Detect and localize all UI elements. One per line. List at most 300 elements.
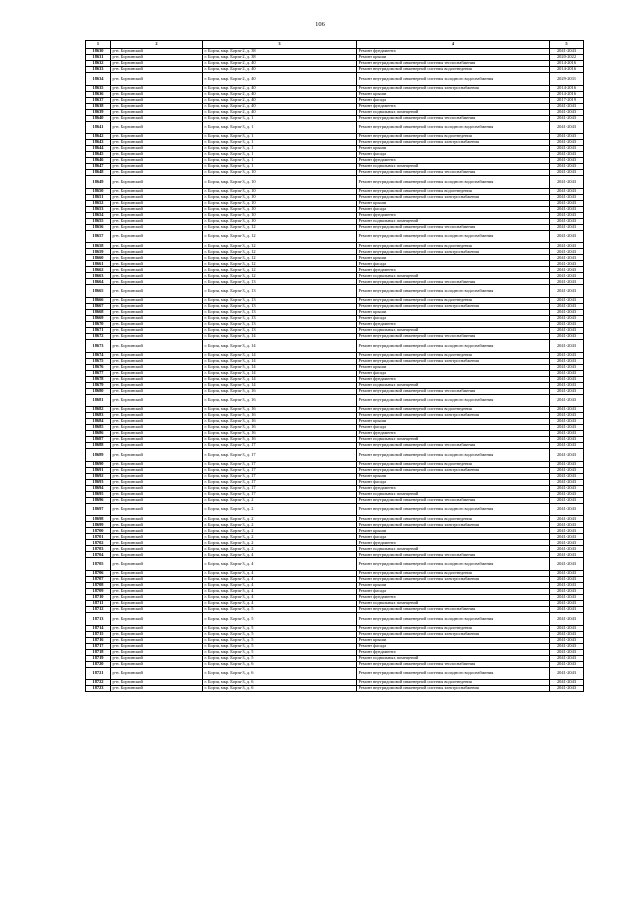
- address-cell: г. Борзя, мкр. Борзя-2, д. 40: [203, 91, 357, 97]
- address-cell: г. Борзя, мкр. Борзя-3, д. 5: [203, 655, 357, 661]
- district-cell: р-н. Борзинский: [111, 352, 203, 358]
- district-cell: р-н. Борзинский: [111, 243, 203, 249]
- district-cell: р-н. Борзинский: [111, 212, 203, 218]
- address-cell: г. Борзя, мкр. Борзя-3, д. 17: [203, 473, 357, 479]
- work-type-cell: Ремонт подвальных помещений: [357, 164, 550, 170]
- period-cell: 2041-2043: [550, 582, 584, 588]
- address-cell: г. Борзя, мкр. Борзя-3, д. 17: [203, 479, 357, 485]
- district-cell: р-н. Борзинский: [111, 134, 203, 140]
- district-cell: р-н. Борзинский: [111, 49, 203, 55]
- item-number: 18686: [86, 431, 111, 437]
- address-cell: г. Борзя, мкр. Борзя-3, д. 14: [203, 364, 357, 370]
- period-cell: 2041-2043: [550, 321, 584, 327]
- period-cell: 2041-2043: [550, 49, 584, 55]
- work-type-cell: Ремонт внутридомовой инженерной системы холодного водоснабжения: [357, 339, 550, 352]
- work-type-cell: Ремонт внутридомовой инженерной системы водоотведения: [357, 352, 550, 358]
- item-number: 18687: [86, 437, 111, 443]
- work-type-cell: Ремонт фундамента: [357, 485, 550, 491]
- item-number: 18696: [86, 497, 111, 503]
- work-type-cell: Ремонт внутридомовой инженерной системы водоотведения: [357, 67, 550, 73]
- item-number: 18655: [86, 218, 111, 224]
- item-number: 18722: [86, 680, 111, 686]
- district-cell: р-н. Борзинский: [111, 339, 203, 352]
- period-cell: 2041-2043: [550, 103, 584, 109]
- item-number: 18663: [86, 273, 111, 279]
- period-cell: 2041-2043: [550, 382, 584, 388]
- item-number: 18670: [86, 321, 111, 327]
- period-cell: 2041-2043: [550, 297, 584, 303]
- period-cell: 2041-2043: [550, 285, 584, 298]
- district-cell: р-н. Борзинский: [111, 200, 203, 206]
- item-number: 18721: [86, 667, 111, 680]
- work-type-cell: Ремонт внутридомовой инженерной системы теплоснабжения: [357, 61, 550, 67]
- district-cell: р-н. Борзинский: [111, 491, 203, 497]
- item-number: 18694: [86, 485, 111, 491]
- period-cell: 2041-2043: [550, 273, 584, 279]
- work-type-cell: Ремонт фасада: [357, 534, 550, 540]
- period-cell: 2041-2043: [550, 364, 584, 370]
- period-cell: 2041-2043: [550, 594, 584, 600]
- item-number: 18681: [86, 394, 111, 407]
- district-cell: р-н. Борзинский: [111, 146, 203, 152]
- work-type-cell: Ремонт внутридомовой инженерной системы водоотведения: [357, 516, 550, 522]
- work-type-cell: Ремонт внутридомовой инженерной системы холодного водоснабжения: [357, 503, 550, 516]
- period-cell: 2041-2043: [550, 170, 584, 176]
- work-type-cell: Ремонт внутридомовой инженерной системы теплоснабжения: [357, 661, 550, 667]
- work-type-cell: Ремонт фасада: [357, 643, 550, 649]
- period-cell: 2017-2019: [550, 97, 584, 103]
- district-cell: р-н. Борзинский: [111, 91, 203, 97]
- item-number: 18631: [86, 55, 111, 61]
- item-number: 18705: [86, 558, 111, 571]
- work-type-cell: Ремонт фундамента: [357, 649, 550, 655]
- period-cell: 2041-2043: [550, 140, 584, 146]
- district-cell: р-н. Борзинский: [111, 643, 203, 649]
- work-type-cell: Ремонт внутридомовой инженерной системы водоотведения: [357, 570, 550, 576]
- period-cell: 2041-2043: [550, 152, 584, 158]
- work-type-cell: Ремонт подвальных помещений: [357, 600, 550, 606]
- district-cell: р-н. Борзинский: [111, 255, 203, 261]
- period-cell: 2041-2043: [550, 218, 584, 224]
- item-number: 18697: [86, 503, 111, 516]
- work-type-cell: Ремонт внутридомовой инженерной системы водоотведения: [357, 243, 550, 249]
- work-type-cell: Ремонт фундамента: [357, 540, 550, 546]
- item-number: 18702: [86, 540, 111, 546]
- period-cell: 2041-2043: [550, 176, 584, 189]
- address-cell: г. Борзя, мкр. Борзя-3, д. 16: [203, 419, 357, 425]
- column-header: 2: [111, 41, 203, 49]
- address-cell: г. Борзя, мкр. Борзя-3, д. 14: [203, 382, 357, 388]
- item-number: 18647: [86, 164, 111, 170]
- address-cell: г. Борзя, мкр. Борзя-3, д. 12: [203, 261, 357, 267]
- address-cell: г. Борзя, мкр. Борзя-3, д. 17: [203, 449, 357, 462]
- address-cell: г. Борзя, мкр. Борзя-3, д. 2: [203, 503, 357, 516]
- district-cell: р-н. Борзинский: [111, 552, 203, 558]
- work-type-cell: Ремонт внутридомовой инженерной системы водоотведения: [357, 407, 550, 413]
- period-cell: 2041-2043: [550, 394, 584, 407]
- period-cell: 2041-2043: [550, 443, 584, 449]
- address-cell: г. Борзя, мкр. Борзя-2, д. 40: [203, 67, 357, 73]
- work-type-cell: Ремонт внутридомовой инженерной системы теплоснабжения: [357, 115, 550, 121]
- item-number: 18693: [86, 479, 111, 485]
- address-cell: г. Борзя, мкр. Борзя-3, д. 4: [203, 600, 357, 606]
- period-cell: 2041-2043: [550, 467, 584, 473]
- work-type-cell: Ремонт крыши: [357, 200, 550, 206]
- item-number: 18679: [86, 382, 111, 388]
- item-number: 18649: [86, 176, 111, 189]
- district-cell: р-н. Борзинский: [111, 425, 203, 431]
- work-type-cell: Ремонт крыши: [357, 582, 550, 588]
- item-number: 18717: [86, 643, 111, 649]
- work-type-cell: Ремонт внутридомовой инженерной системы электроснабжения: [357, 85, 550, 91]
- district-cell: р-н. Борзинский: [111, 437, 203, 443]
- item-number: 18644: [86, 146, 111, 152]
- district-cell: р-н. Борзинский: [111, 121, 203, 134]
- address-cell: г. Борзя, мкр. Борзя-3, д. 4: [203, 594, 357, 600]
- period-cell: 2041-2043: [550, 473, 584, 479]
- item-number: 18662: [86, 267, 111, 273]
- work-type-cell: Ремонт подвальных помещений: [357, 218, 550, 224]
- address-cell: г. Борзя, мкр. Борзя-3, д. 13: [203, 327, 357, 333]
- district-cell: р-н. Борзинский: [111, 285, 203, 298]
- district-cell: р-н. Борзинский: [111, 224, 203, 230]
- period-cell: 2041-2043: [550, 600, 584, 606]
- item-number: 18719: [86, 655, 111, 661]
- item-number: 18651: [86, 194, 111, 200]
- period-cell: 2041-2043: [550, 243, 584, 249]
- address-cell: г. Борзя, мкр. Борзя-3, д. 6: [203, 680, 357, 686]
- address-cell: г. Борзя, мкр. Борзя-3, д. 4: [203, 570, 357, 576]
- item-number: 18654: [86, 212, 111, 218]
- district-cell: р-н. Борзинский: [111, 479, 203, 485]
- district-cell: р-н. Борзинский: [111, 267, 203, 273]
- work-type-cell: Ремонт фасада: [357, 425, 550, 431]
- address-cell: г. Борзя, мкр. Борзя-3, д. 10: [203, 206, 357, 212]
- district-cell: р-н. Борзинский: [111, 382, 203, 388]
- item-number: 18660: [86, 255, 111, 261]
- address-cell: г. Борзя, мкр. Борзя-3, д. 14: [203, 333, 357, 339]
- period-cell: 2041-2043: [550, 667, 584, 680]
- period-cell: 2041-2043: [550, 407, 584, 413]
- address-cell: г. Борзя, мкр. Борзя-3, д. 14: [203, 376, 357, 382]
- address-cell: г. Борзя, мкр. Борзя-3, д. 5: [203, 612, 357, 625]
- work-type-cell: Ремонт подвальных помещений: [357, 382, 550, 388]
- work-type-cell: Ремонт подвальных помещений: [357, 109, 550, 115]
- work-type-cell: Ремонт внутридомовой инженерной системы холодного водоснабжения: [357, 449, 550, 462]
- item-number: 18638: [86, 103, 111, 109]
- item-number: 18641: [86, 121, 111, 134]
- period-cell: 2041-2043: [550, 479, 584, 485]
- table-row: [86, 686, 584, 692]
- period-cell: 2020-2022: [550, 55, 584, 61]
- item-number: 18707: [86, 576, 111, 582]
- work-type-cell: Ремонт внутридомовой инженерной системы теплоснабжения: [357, 497, 550, 503]
- period-cell: 2041-2043: [550, 164, 584, 170]
- period-cell: 2041-2043: [550, 588, 584, 594]
- period-cell: 2041-2043: [550, 552, 584, 558]
- item-number: 18646: [86, 158, 111, 164]
- period-cell: 2041-2043: [550, 606, 584, 612]
- work-type-cell: Ремонт внутридомовой инженерной системы водоотведения: [357, 461, 550, 467]
- period-cell: 2041-2043: [550, 388, 584, 394]
- address-cell: г. Борзя, мкр. Борзя-3, д. 2: [203, 528, 357, 534]
- work-type-cell: Ремонт фундамента: [357, 158, 550, 164]
- work-type-cell: Ремонт внутридомовой инженерной системы теплоснабжения: [357, 224, 550, 230]
- address-cell: г. Борзя, мкр. Борзя-3, д. 13: [203, 297, 357, 303]
- item-number: 18664: [86, 279, 111, 285]
- address-cell: г. Борзя, мкр. Борзя-3, д. 17: [203, 485, 357, 491]
- address-cell: г. Борзя, мкр. Борзя-3, д. 17: [203, 491, 357, 497]
- repair-schedule-table: [85, 40, 584, 692]
- district-cell: р-н. Борзинский: [111, 164, 203, 170]
- district-cell: р-н. Борзинский: [111, 73, 203, 86]
- item-number: 18636: [86, 91, 111, 97]
- period-cell: 2041-2043: [550, 576, 584, 582]
- item-number: 18656: [86, 224, 111, 230]
- work-type-cell: Ремонт фасада: [357, 315, 550, 321]
- address-cell: г. Борзя, мкр. Борзя-3, д. 10: [203, 200, 357, 206]
- item-number: 18642: [86, 134, 111, 140]
- address-cell: г. Борзя, мкр. Борзя-3, д. 6: [203, 686, 357, 692]
- address-cell: г. Борзя, мкр. Борзя-3, д. 12: [203, 243, 357, 249]
- item-number: 18699: [86, 522, 111, 528]
- work-type-cell: Ремонт подвальных помещений: [357, 327, 550, 333]
- item-number: 18700: [86, 528, 111, 534]
- district-cell: р-н. Борзинский: [111, 103, 203, 109]
- address-cell: г. Борзя, мкр. Борзя-3, д. 1: [203, 164, 357, 170]
- item-number: 18666: [86, 297, 111, 303]
- work-type-cell: Ремонт крыши: [357, 473, 550, 479]
- period-cell: 2041-2043: [550, 188, 584, 194]
- page-number: 106: [315, 21, 325, 28]
- district-cell: р-н. Борзинский: [111, 516, 203, 522]
- work-type-cell: Ремонт внутридомовой инженерной системы электроснабжения: [357, 303, 550, 309]
- district-cell: р-н. Борзинский: [111, 600, 203, 606]
- address-cell: г. Борзя, мкр. Борзя-3, д. 12: [203, 273, 357, 279]
- period-cell: 2041-2043: [550, 655, 584, 661]
- district-cell: р-н. Борзинский: [111, 176, 203, 189]
- table-row: [86, 73, 584, 86]
- period-cell: 2041-2043: [550, 224, 584, 230]
- period-cell: 2041-2043: [550, 425, 584, 431]
- work-type-cell: Ремонт внутридомовой инженерной системы холодного водоснабжения: [357, 121, 550, 134]
- district-cell: р-н. Борзинский: [111, 467, 203, 473]
- work-type-cell: Ремонт фундамента: [357, 103, 550, 109]
- address-cell: г. Борзя, мкр. Борзя-3, д. 10: [203, 218, 357, 224]
- work-type-cell: Ремонт фундамента: [357, 376, 550, 382]
- district-cell: р-н. Борзинский: [111, 625, 203, 631]
- work-type-cell: Ремонт крыши: [357, 419, 550, 425]
- address-cell: г. Борзя, мкр. Борзя-3, д. 2: [203, 534, 357, 540]
- district-cell: р-н. Борзинский: [111, 431, 203, 437]
- item-number: 18672: [86, 333, 111, 339]
- address-cell: г. Борзя, мкр. Борзя-3, д. 1: [203, 115, 357, 121]
- address-cell: г. Борзя, мкр. Борзя-3, д. 12: [203, 224, 357, 230]
- item-number: 18703: [86, 546, 111, 552]
- item-number: 18668: [86, 309, 111, 315]
- address-cell: г. Борзя, мкр. Борзя-3, д. 2: [203, 497, 357, 503]
- period-cell: 2041-2043: [550, 315, 584, 321]
- address-cell: г. Борзя, мкр. Борзя-3, д. 5: [203, 643, 357, 649]
- district-cell: р-н. Борзинский: [111, 55, 203, 61]
- item-number: 18667: [86, 303, 111, 309]
- period-cell: 2041-2043: [550, 194, 584, 200]
- table-row: [86, 503, 584, 516]
- district-cell: р-н. Борзинский: [111, 419, 203, 425]
- item-number: 18676: [86, 364, 111, 370]
- work-type-cell: Ремонт внутридомовой инженерной системы электроснабжения: [357, 467, 550, 473]
- work-type-cell: Ремонт внутридомовой инженерной системы холодного водоснабжения: [357, 285, 550, 298]
- period-cell: 2041-2043: [550, 625, 584, 631]
- work-type-cell: Ремонт внутридомовой инженерной системы холодного водоснабжения: [357, 73, 550, 86]
- district-cell: р-н. Борзинский: [111, 315, 203, 321]
- address-cell: г. Борзя, мкр. Борзя-3, д. 5: [203, 637, 357, 643]
- district-cell: р-н. Борзинский: [111, 588, 203, 594]
- work-type-cell: Ремонт внутридомовой инженерной системы теплоснабжения: [357, 279, 550, 285]
- address-cell: г. Борзя, мкр. Борзя-3, д. 1: [203, 121, 357, 134]
- work-type-cell: Ремонт крыши: [357, 146, 550, 152]
- item-number: 18698: [86, 516, 111, 522]
- work-type-cell: Ремонт внутридомовой инженерной системы водоотведения: [357, 188, 550, 194]
- item-number: 18692: [86, 473, 111, 479]
- period-cell: 2041-2043: [550, 200, 584, 206]
- item-number: 18653: [86, 206, 111, 212]
- period-cell: 2041-2043: [550, 339, 584, 352]
- address-cell: г. Борзя, мкр. Борзя-3, д. 14: [203, 370, 357, 376]
- address-cell: г. Борзя, мкр. Борзя-3, д. 13: [203, 315, 357, 321]
- period-cell: 2041-2043: [550, 485, 584, 491]
- work-type-cell: Ремонт внутридомовой инженерной системы электроснабжения: [357, 576, 550, 582]
- table-row: [86, 612, 584, 625]
- district-cell: р-н. Борзинский: [111, 188, 203, 194]
- item-number: 18685: [86, 425, 111, 431]
- item-number: 18661: [86, 261, 111, 267]
- item-number: 18709: [86, 588, 111, 594]
- work-type-cell: Ремонт внутридомовой инженерной системы теплоснабжения: [357, 170, 550, 176]
- item-number: 18674: [86, 352, 111, 358]
- period-cell: 2041-2043: [550, 661, 584, 667]
- work-type-cell: Ремонт внутридомовой инженерной системы водоотведения: [357, 297, 550, 303]
- address-cell: г. Борзя, мкр. Борзя-3, д. 2: [203, 516, 357, 522]
- table-row: [86, 449, 584, 462]
- work-type-cell: Ремонт внутридомовой инженерной системы холодного водоснабжения: [357, 394, 550, 407]
- item-number: 18643: [86, 140, 111, 146]
- work-type-cell: Ремонт внутридомовой инженерной системы электроснабжения: [357, 194, 550, 200]
- district-cell: р-н. Борзинский: [111, 485, 203, 491]
- district-cell: р-н. Борзинский: [111, 606, 203, 612]
- item-number: 18691: [86, 467, 111, 473]
- address-cell: г. Борзя, мкр. Борзя-3, д. 10: [203, 188, 357, 194]
- table-header-row: [86, 41, 584, 49]
- item-number: 18673: [86, 339, 111, 352]
- district-cell: р-н. Борзинский: [111, 394, 203, 407]
- work-type-cell: Ремонт подвальных помещений: [357, 491, 550, 497]
- table-row: [86, 285, 584, 298]
- item-number: 18690: [86, 461, 111, 467]
- work-type-cell: Ремонт крыши: [357, 364, 550, 370]
- period-cell: 2041-2043: [550, 449, 584, 462]
- period-cell: 2041-2043: [550, 206, 584, 212]
- period-cell: 2041-2043: [550, 121, 584, 134]
- work-type-cell: Ремонт фундамента: [357, 431, 550, 437]
- address-cell: г. Борзя, мкр. Борзя-3, д. 16: [203, 425, 357, 431]
- district-cell: р-н. Борзинский: [111, 358, 203, 364]
- address-cell: г. Борзя, мкр. Борзя-3, д. 2: [203, 522, 357, 528]
- work-type-cell: Ремонт фундамента: [357, 594, 550, 600]
- period-cell: 2041-2043: [550, 358, 584, 364]
- district-cell: р-н. Борзинский: [111, 218, 203, 224]
- address-cell: г. Борзя, мкр. Борзя-3, д. 5: [203, 631, 357, 637]
- period-cell: 2041-2043: [550, 637, 584, 643]
- address-cell: г. Борзя, мкр. Борзя-3, д. 16: [203, 394, 357, 407]
- work-type-cell: Ремонт внутридомовой инженерной системы водоотведения: [357, 625, 550, 631]
- item-number: 18689: [86, 449, 111, 462]
- district-cell: р-н. Борзинский: [111, 140, 203, 146]
- period-cell: 2041-2043: [550, 497, 584, 503]
- period-cell: 2014-2016: [550, 91, 584, 97]
- period-cell: 2041-2043: [550, 534, 584, 540]
- district-cell: р-н. Борзинский: [111, 273, 203, 279]
- address-cell: г. Борзя, мкр. Борзя-3, д. 10: [203, 176, 357, 189]
- district-cell: р-н. Борзинский: [111, 667, 203, 680]
- district-cell: р-н. Борзинский: [111, 376, 203, 382]
- work-type-cell: Ремонт фасада: [357, 588, 550, 594]
- address-cell: г. Борзя, мкр. Борзя-2, д. 40: [203, 73, 357, 86]
- table-row: [86, 667, 584, 680]
- work-type-cell: Ремонт внутридомовой инженерной системы электроснабжения: [357, 631, 550, 637]
- period-cell: 2041-2043: [550, 327, 584, 333]
- item-number: 18658: [86, 243, 111, 249]
- item-number: 18684: [86, 419, 111, 425]
- address-cell: г. Борзя, мкр. Борзя-3, д. 17: [203, 461, 357, 467]
- district-cell: р-н. Борзинский: [111, 680, 203, 686]
- district-cell: р-н. Борзинский: [111, 631, 203, 637]
- address-cell: г. Борзя, мкр. Борзя-3, д. 12: [203, 230, 357, 243]
- district-cell: р-н. Борзинский: [111, 206, 203, 212]
- district-cell: р-н. Борзинский: [111, 109, 203, 115]
- item-number: 18714: [86, 625, 111, 631]
- work-type-cell: Ремонт внутридомовой инженерной системы электроснабжения: [357, 140, 550, 146]
- district-cell: р-н. Борзинский: [111, 309, 203, 315]
- item-number: 18659: [86, 249, 111, 255]
- work-type-cell: Ремонт внутридомовой инженерной системы холодного водоснабжения: [357, 558, 550, 571]
- address-cell: г. Борзя, мкр. Борзя-3, д. 6: [203, 661, 357, 667]
- address-cell: г. Борзя, мкр. Борзя-3, д. 10: [203, 194, 357, 200]
- address-cell: г. Борзя, мкр. Борзя-3, д. 4: [203, 582, 357, 588]
- item-number: 18682: [86, 407, 111, 413]
- work-type-cell: Ремонт крыши: [357, 91, 550, 97]
- district-cell: р-н. Борзинский: [111, 388, 203, 394]
- address-cell: г. Борзя, мкр. Борзя-3, д. 6: [203, 667, 357, 680]
- work-type-cell: Ремонт внутридомовой инженерной системы электроснабжения: [357, 413, 550, 419]
- address-cell: г. Борзя, мкр. Борзя-3, д. 12: [203, 249, 357, 255]
- address-cell: г. Борзя, мкр. Борзя-2, д. 40: [203, 109, 357, 115]
- work-type-cell: Ремонт крыши: [357, 528, 550, 534]
- district-cell: р-н. Борзинский: [111, 558, 203, 571]
- period-cell: 2041-2043: [550, 649, 584, 655]
- item-number: 18640: [86, 115, 111, 121]
- district-cell: р-н. Борзинский: [111, 279, 203, 285]
- address-cell: г. Борзя, мкр. Борзя-2, д. 40: [203, 97, 357, 103]
- district-cell: р-н. Борзинский: [111, 407, 203, 413]
- work-type-cell: Ремонт внутридомовой инженерной системы электроснабжения: [357, 686, 550, 692]
- period-cell: 2041-2043: [550, 546, 584, 552]
- item-number: 18711: [86, 600, 111, 606]
- address-cell: г. Борзя, мкр. Борзя-3, д. 13: [203, 279, 357, 285]
- address-cell: г. Борзя, мкр. Борзя-3, д. 1: [203, 140, 357, 146]
- item-number: 18720: [86, 661, 111, 667]
- table-row: [86, 176, 584, 189]
